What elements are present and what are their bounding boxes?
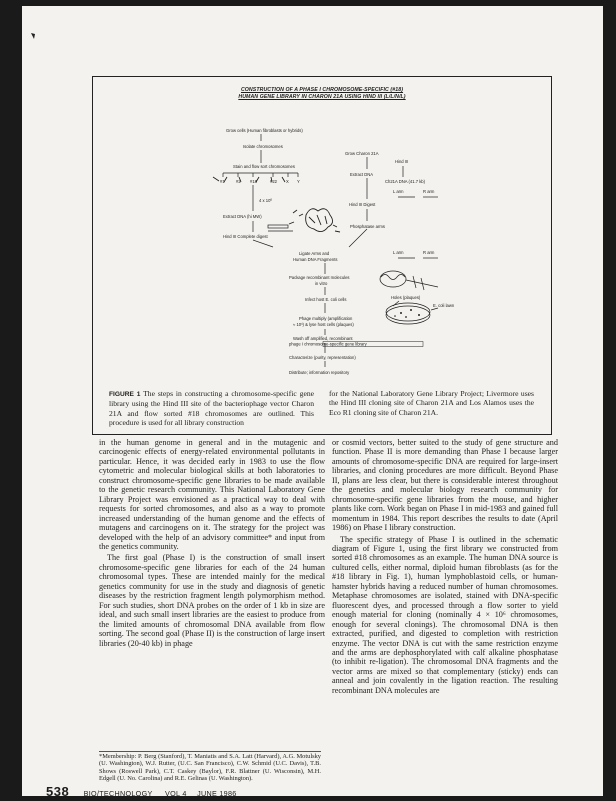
journal-page: [22, 6, 603, 799]
step-isolate-chromosomes: Isolate chromosomes: [243, 144, 283, 149]
step-stain-sort: Stain and flow sort chromosomes: [233, 164, 295, 169]
crop-mark-icon: [29, 31, 39, 41]
chrom-label-18: #18: [250, 179, 257, 184]
step-count: 4 x $10^6$: [259, 197, 273, 203]
figure-title-line-1: CONSTRUCTION OF A PHASE I CHROMOSOME-SPECIFIC (#18): [240, 87, 404, 93]
step-extract-dna: Extract DNA (hi MW): [223, 214, 262, 219]
journal-name: BIO/TECHNOLOGY: [83, 789, 153, 798]
step-phage-lyse: ≈ 10³) & lyse host cells (plaques): [293, 322, 354, 327]
step-package: Package recombinant molecules: [289, 275, 350, 280]
step-phosphatase: Phosphatase arms: [350, 224, 385, 229]
step-hind-digest: Hind III Digest: [349, 202, 376, 207]
body-column-left: [99, 438, 325, 648]
label-l-arm-2: L arm: [393, 250, 404, 255]
label-ecoli-lawn: E. coli lawn: [433, 303, 455, 308]
step-ligate: Ligate Arms and: [299, 251, 330, 256]
figure-label: FIGURE 1: [109, 391, 141, 398]
footnote: *Membership: P. Berg (Stanford), T. Maniatis and S.A. Latt (Harvard), A.G. Motulsky (U. Washington), W.J. Rutter, (U.C. San Francisco), C.W. Schmid (U.C. Davis), T.B. Shows (Roswell Park), C.T. Caskey (Baylor), F.R. Blattner (U. Wisconsin), M.H. Edgell (U. No. Carolina) and R.E. Gelinas (U. Washington).: [99, 753, 321, 783]
label-r-arm-2: R arm: [423, 250, 435, 255]
figure-title-line-2: HUMAN GENE LIBRARY IN CHARON 21A USING HIND III (L/L/N/L): [238, 94, 406, 100]
step-phage-multiply: Phage multiply (amplification: [299, 316, 353, 321]
body-paragraph: in the human genome in general and in the mutagenic and carcinogenic effects of energy-related environmental pollutants in particular. Hence, it was decided early in 1983 to use the flow cytometric and molecular biological skills at both laboratories to construct chromosome-specific gene libraries to be made available to the genetic research community. This National Laboratory Gene Library Project was envisioned as a practical way to deal with requests for sorted chromosomes, and also as a way to promote increased understanding of the human genome and the effects of mutagens and carcinogens on it. The strategy for the project was developed with the help of an advisory committee* and input from the genetics community.: [99, 438, 325, 551]
chrom-label-22: #22: [270, 179, 277, 184]
page-footer: [46, 783, 237, 801]
body-paragraph: or cosmid vectors, better suited to the study of gene structure and function. Phase II is more demanding than Phase I because larger amounts of chromosome-specific DNA are required for large-insert libraries, and cloning procedures are more difficult. Beyond Phase II, plans are less clear, but there is considerable interest throughout the genetics and molecular biology research community for chromosome-specific gene libraries from the mouse, and higher plants like corn. Work began on Phase I in mid-1983 and gained full momentum in 1984. This report describes the results to date (April 1986) on Phase I library construction.: [332, 438, 558, 533]
label-holes: Holes (plaques): [391, 295, 421, 300]
label-hind-iii: Hind III: [395, 159, 409, 164]
step-phage-library: phage I chromosome-specific gene library: [289, 341, 367, 347]
step-human-dna-fragments: Human DNA Fragments: [293, 257, 338, 262]
body-paragraph: The first goal (Phase I) is the construction of small insert chromosome-specific gene libraries for each of the 24 human chromosomal types. These are intended mainly for the medical genetics community for use in the study and diagnosis of genetic diseases by the restriction fragment length polymorphism method. For such studies, short DNA probes on the order of 1 kb in size are ideal, and such small insert libraries are the easiest to produce from the limited amounts of chromosomal DNA available from flow sorting. The second goal (Phase II) is the construction of large insert libraries (20-40 kb) in phage: [99, 553, 325, 648]
label-l-arm: L arm: [393, 189, 404, 194]
step-in-vitro: in vitro: [315, 281, 328, 286]
page-number: 538: [46, 784, 70, 799]
step-wash-off: Wash off amplified, recombinant: [293, 336, 353, 341]
library-construction-diagram: [93, 77, 551, 434]
step-grow-charon: Grow Charon 21A: [345, 151, 379, 156]
chrom-label-2: #2: [236, 179, 241, 184]
figure-caption-right: for the National Laboratory Gene Library Project; Livermore uses the Hind III cloning site of Charon 21A and Los Alamos uses the Eco R1 cloning site of Charon 21A.: [329, 389, 534, 417]
body-column-right: [332, 438, 558, 695]
step-distribute: Distribute; information repository: [289, 370, 350, 375]
body-paragraph: The specific strategy of Phase I is outlined in the schematic diagram of Figure 1, using the first library we constructed from sorted #18 chromosomes as an example. The human DNA source is cultured cells, either normal, diploid human fibroblasts (as for the #18 library in Fig. 1), human lymphoblastoid cells, or human-hamster hybrids having a reduced number of human chromosomes. Metaphase chromosomes are isolated, stained with DNA-specific fluorescent dyes, and processed through a flow sorter to yield enough material for cloning (nominally 4 × 10⁶ chromosomes, enough for several clonings). The chromosomal DNA is then extracted, purified, and digested to completion with restriction enzyme. The vector DNA is cut with the same restriction enzyme and the arms are dephosphorylated with calf alkaline phosphatase (to inhibit re-ligation). The chromosomal DNA fragments and the vector arms are mixed so that complementary (sticky) ends can anneal and join covalently in the ligation reaction. The resulting recombinant DNA molecules are: [332, 534, 558, 695]
step-hind-complete: Hind III Complete digest: [223, 234, 268, 239]
step-characterize: Characterize (purity, representation): [289, 355, 356, 360]
volume: VOL 4: [165, 789, 187, 798]
issue-date: JUNE 1986: [197, 789, 237, 798]
label-r-arm: R arm: [423, 189, 435, 194]
step-grow-cells: Grow cells (Human fibroblasts or hybrids): [226, 128, 303, 133]
step-infect: Infect host E. coli cells: [305, 297, 347, 302]
caption-text-left: The steps in constructing a chromosome-specific gene library using the Hind III site of the bacteriophage vector Charon 21A and flow sorted #18 chromosomes are outlined. This procedure is used for all library construction: [109, 389, 314, 428]
label-ch21a-dna: Ch21A DNA (41.7 kb): [385, 179, 426, 184]
figure-1-box: [92, 76, 552, 435]
chrom-label-1: #1: [220, 179, 225, 184]
chrom-label-y: Y: [297, 179, 300, 184]
figure-caption-left: [109, 389, 314, 428]
step-extract-dna-2: Extract DNA: [350, 172, 374, 177]
chrom-label-x: X: [286, 179, 289, 184]
